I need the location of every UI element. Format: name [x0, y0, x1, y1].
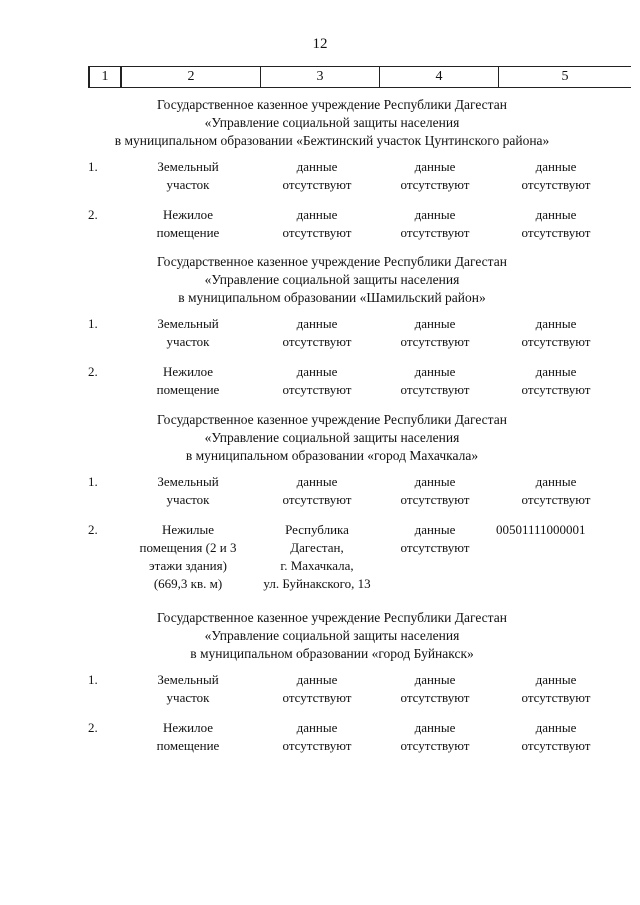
- object-area: [376, 206, 494, 242]
- row-number: 1.: [88, 316, 98, 331]
- object-address: [258, 363, 376, 399]
- header-col-4: 4: [380, 67, 499, 87]
- row-number: 1.: [88, 672, 98, 687]
- object-code-line: отсутствуют: [521, 334, 591, 349]
- object-code: [494, 315, 618, 351]
- object-code-line: отсутствуют: [521, 382, 591, 397]
- object-address-line: данные: [296, 316, 338, 331]
- header-col-3: 3: [261, 67, 380, 87]
- object-area-line: данные: [414, 159, 456, 174]
- object-code-line: отсутствуют: [521, 492, 591, 507]
- object-code: [494, 158, 618, 194]
- section-title: [24, 253, 640, 307]
- object-area: [376, 521, 494, 557]
- object-name-line: помещение: [156, 738, 220, 753]
- object-code-line: данные: [535, 672, 577, 687]
- institution-section: [0, 609, 640, 753]
- object-name-line: участок: [166, 492, 210, 507]
- object-code-line: отсутствуют: [521, 738, 591, 753]
- object-name-line: Земельный: [157, 159, 219, 174]
- object-name-line: Нежилые: [161, 522, 215, 537]
- table-row: [0, 521, 640, 591]
- object-code-line: 00501111000001: [496, 522, 586, 537]
- object-address-line: отсутствуют: [282, 690, 352, 705]
- table-row: [0, 719, 640, 769]
- object-area-line: отсутствуют: [400, 382, 470, 397]
- object-name-line: Земельный: [157, 672, 219, 687]
- object-name-line: Нежилое: [162, 364, 213, 379]
- header-col-5: 5: [561, 69, 569, 84]
- object-address: [258, 315, 376, 351]
- object-code-line: данные: [535, 364, 577, 379]
- object-area: [376, 158, 494, 194]
- section-title-line: Государственное казенное учреждение Республики Дагестан: [157, 412, 507, 427]
- object-name-line: Земельный: [157, 474, 219, 489]
- object-area: [376, 315, 494, 351]
- object-address-line: отсутствуют: [282, 334, 352, 349]
- object-code: [494, 719, 618, 755]
- object-name-line: помещение: [156, 225, 220, 240]
- object-area-line: данные: [414, 474, 456, 489]
- section-title-line: в муниципальном образовании «Бежтинский участок Цунтинского района»: [114, 133, 550, 148]
- object-address-line: отсутствуют: [282, 225, 352, 240]
- section-title-line: «Управление социальной защиты населения: [204, 628, 460, 643]
- object-address-line: данные: [296, 364, 338, 379]
- object-address-line: данные: [296, 474, 338, 489]
- object-address-line: данные: [296, 720, 338, 735]
- row-number: 1.: [88, 474, 98, 489]
- object-address-line: г. Махачкала,: [280, 558, 354, 573]
- object-code-line: данные: [535, 474, 577, 489]
- object-name-line: участок: [166, 177, 210, 192]
- object-name: [118, 206, 258, 242]
- row-number: 2.: [88, 207, 98, 222]
- page-number: 12: [312, 36, 328, 52]
- object-name-line: Земельный: [157, 316, 219, 331]
- object-area-line: отсутствуют: [400, 334, 470, 349]
- object-area-line: данные: [414, 720, 456, 735]
- object-area-line: отсутствуют: [400, 540, 470, 555]
- object-area: [376, 473, 494, 509]
- object-address-line: отсутствуют: [282, 738, 352, 753]
- row-number: 2.: [88, 720, 98, 735]
- object-name-line: участок: [166, 690, 210, 705]
- object-name-line: помещения (2 и 3: [139, 540, 237, 555]
- object-name: [118, 363, 258, 399]
- object-area-line: отсутствуют: [400, 738, 470, 753]
- object-code-line: данные: [535, 159, 577, 174]
- object-name: [118, 719, 258, 755]
- object-area: [376, 719, 494, 755]
- object-area-line: данные: [414, 207, 456, 222]
- section-title-line: в муниципальном образовании «город Буйнакск»: [190, 646, 474, 661]
- object-name: [118, 315, 258, 351]
- table-row: [0, 158, 640, 208]
- object-name-line: Нежилое: [162, 207, 213, 222]
- object-area-line: данные: [414, 316, 456, 331]
- institution-section: [0, 253, 640, 397]
- row-number: 2.: [88, 364, 98, 379]
- object-area-line: отсутствуют: [400, 177, 470, 192]
- object-code: [494, 206, 618, 242]
- object-area: [376, 671, 494, 707]
- section-title: [24, 96, 640, 150]
- object-code-line: данные: [535, 207, 577, 222]
- object-area-line: отсутствуют: [400, 492, 470, 507]
- object-code: [494, 363, 618, 399]
- table-row: [0, 363, 640, 413]
- section-title: [24, 609, 640, 663]
- table-row: [0, 315, 640, 365]
- object-address-line: отсутствуют: [282, 382, 352, 397]
- table-header-row: [88, 66, 631, 88]
- table-row: [0, 473, 640, 523]
- object-code: [494, 671, 618, 707]
- object-area-line: данные: [414, 672, 456, 687]
- section-title-line: в муниципальном образовании «Шамильский район»: [178, 290, 486, 305]
- object-address-line: ул. Буйнакского, 13: [263, 576, 371, 591]
- object-code: [494, 521, 620, 539]
- object-address-line: данные: [296, 159, 338, 174]
- object-address-line: Республика: [285, 522, 349, 537]
- object-code-line: данные: [535, 316, 577, 331]
- object-area: [376, 363, 494, 399]
- object-code-line: отсутствуют: [521, 177, 591, 192]
- object-name-line: участок: [166, 334, 210, 349]
- object-address-line: данные: [296, 207, 338, 222]
- table-row: [0, 206, 640, 256]
- object-address: [258, 473, 376, 509]
- object-area-line: данные: [414, 522, 456, 537]
- section-title-line: «Управление социальной защиты населения: [204, 272, 460, 287]
- object-address-line: отсутствуют: [282, 177, 352, 192]
- object-address: [258, 719, 376, 755]
- object-address: [258, 671, 376, 707]
- object-name-line: (669,3 кв. м): [153, 576, 223, 591]
- object-address-line: данные: [296, 672, 338, 687]
- section-title-line: Государственное казенное учреждение Республики Дагестан: [157, 610, 507, 625]
- section-title-line: в муниципальном образовании «город Махачкала»: [185, 448, 479, 463]
- section-title-line: Государственное казенное учреждение Республики Дагестан: [157, 254, 507, 269]
- object-name: [118, 473, 258, 509]
- institution-section: [0, 96, 640, 240]
- table-row: [0, 671, 640, 721]
- object-area-line: отсутствуют: [400, 225, 470, 240]
- row-number: 2.: [88, 522, 98, 537]
- object-address-line: Дагестан,: [290, 540, 344, 555]
- object-name-line: этажи здания): [149, 558, 227, 573]
- object-code-line: отсутствуют: [521, 225, 591, 240]
- header-col-1: 1: [90, 67, 122, 87]
- object-address: [258, 521, 376, 593]
- object-area-line: данные: [414, 364, 456, 379]
- institution-section: [0, 411, 640, 591]
- row-number: 1.: [88, 159, 98, 174]
- section-title: [24, 411, 640, 465]
- object-area-line: отсутствуют: [400, 690, 470, 705]
- object-name: [118, 158, 258, 194]
- object-address: [258, 206, 376, 242]
- object-name: [118, 671, 258, 707]
- object-address: [258, 158, 376, 194]
- object-address-line: отсутствуют: [282, 492, 352, 507]
- section-title-line: «Управление социальной защиты населения: [204, 115, 460, 130]
- object-code-line: отсутствуют: [521, 690, 591, 705]
- object-name-line: помещение: [156, 382, 220, 397]
- section-title-line: «Управление социальной защиты населения: [204, 430, 460, 445]
- object-name: [118, 521, 258, 593]
- section-title-line: Государственное казенное учреждение Республики Дагестан: [157, 97, 507, 112]
- object-name-line: Нежилое: [162, 720, 213, 735]
- object-code-line: данные: [535, 720, 577, 735]
- header-col-2: 2: [122, 67, 261, 87]
- object-code: [494, 473, 618, 509]
